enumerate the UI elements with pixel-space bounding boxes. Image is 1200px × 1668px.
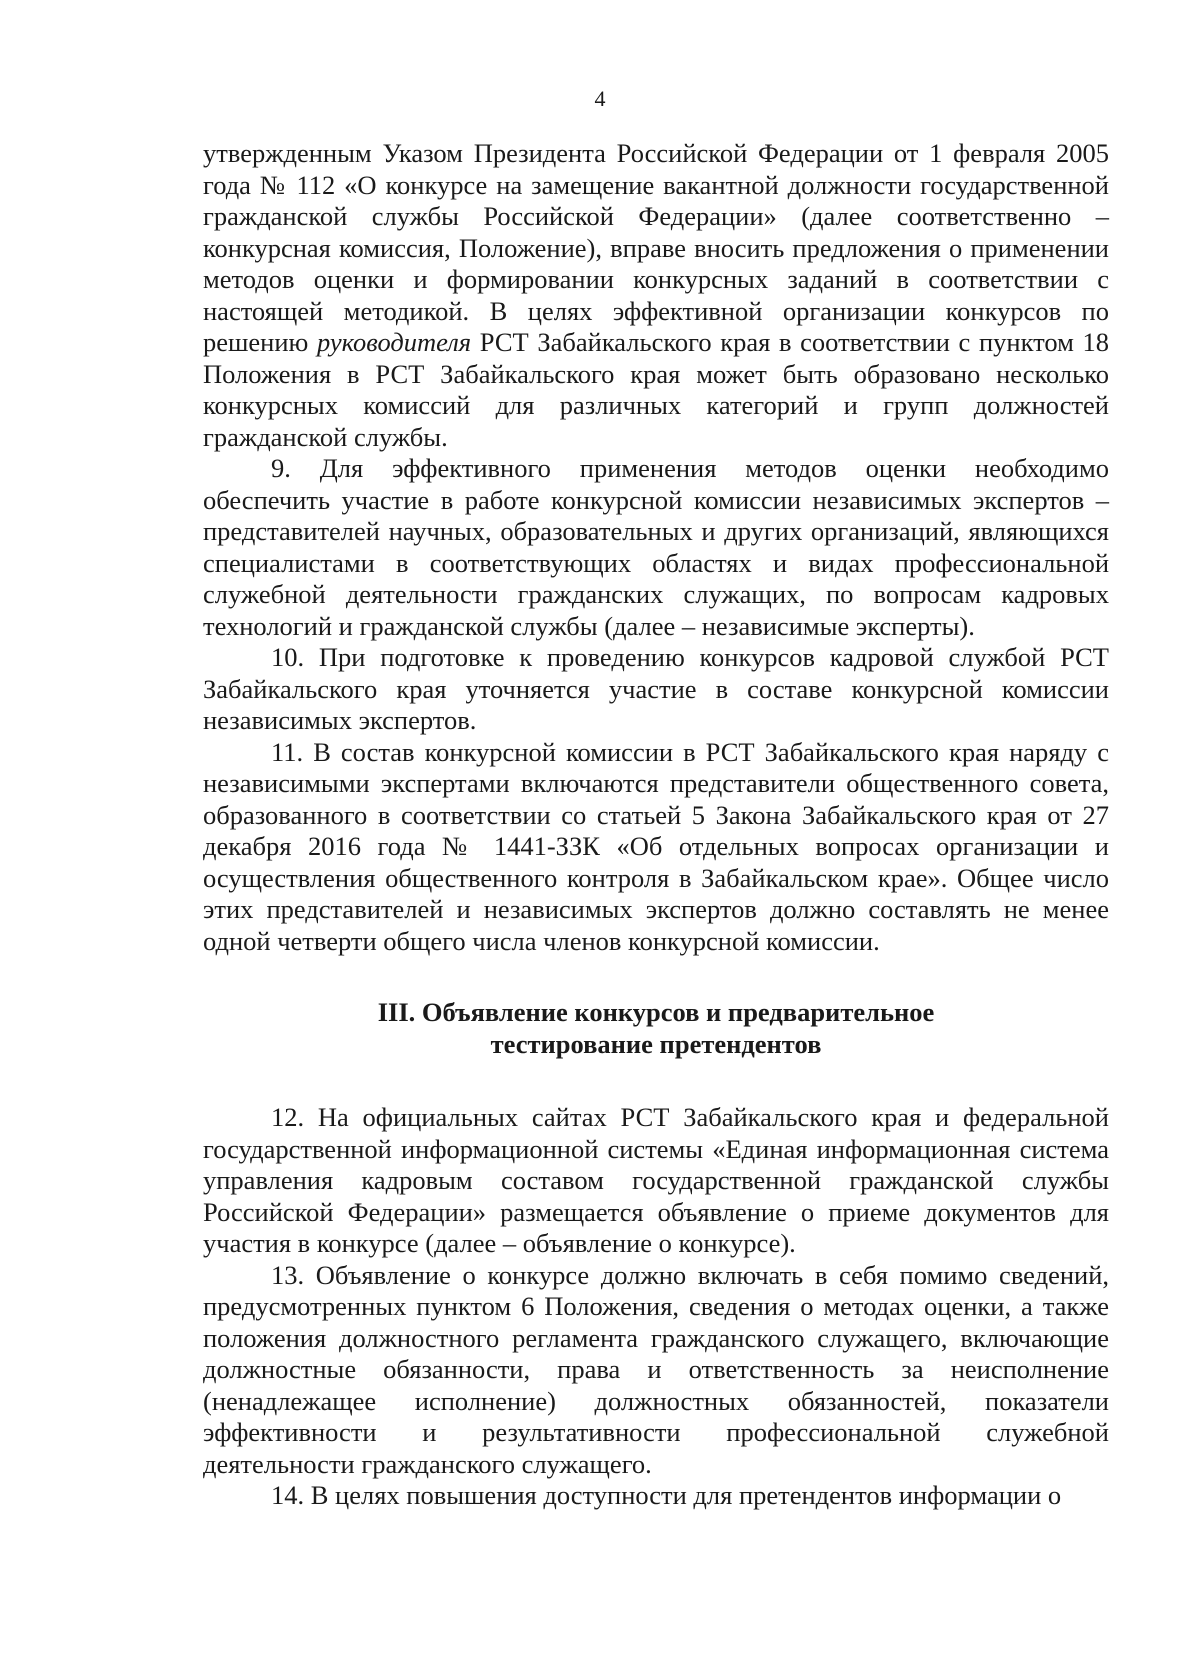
- paragraph-11: 11. В состав конкурсной комиссии в РСТ Забайкальского края наряду с независимыми экспертами включаются представители общественного совета, образованного в соответствии со статьей 5 Закона Забайкальского края от 27 декабря 2016 года № 1441-ЗЗК «Об отдельных вопросах организации и осуществления общественного контроля в Забайкальском крае». Общее число этих представителей и независимых экспертов должно составлять не менее одной четверти общего числа членов конкурсной комиссии.: [203, 736, 1109, 956]
- page-number: 4: [594, 86, 606, 111]
- document-body: [203, 138, 1109, 1512]
- italic-word: руководителя: [317, 327, 472, 357]
- paragraph-13: 13. Объявление о конкурсе должно включать в себя помимо сведений, предусмотренных пунктом 6 Положения, сведения о методах оценки, а также положения должностного регламента гражданского служащего, включающие должностные обязанности, права и ответственность за неисполнение (ненадлежащее исполнение) должностных обязанностей, показатели эффективности и результативности профессиональной служебной деятельности гражданского служащего.: [203, 1259, 1109, 1479]
- paragraph-text-end: РСТ Забайкальского края в соответствии с пунктом 18 Положения в РСТ Забайкальского края может быть образовано несколько конкурсных комиссий для различных категорий и групп должностей гражданской службы.: [203, 327, 1109, 452]
- section-heading-line-1: III. Объявление конкурсов и предварительное: [377, 997, 935, 1027]
- paragraph-14: 14. В целях повышения доступности для претендентов информации о: [271, 1480, 1062, 1510]
- paragraph-12: 12. На официальных сайтах РСТ Забайкальского края и федеральной государственной информационной системы «Единая информационная система управления кадровым составом государственной гражданской службы Российской Федерации» размещается объявление о приеме документов для участия в конкурсе (далее – объявление о конкурсе).: [203, 1102, 1109, 1258]
- paragraph-text: утвержденным Указом Президента Российской Федерации от 1 февраля 2005 года № 112 «О конкурсе на замещение вакантной должности государственной гражданской службы Российской Федерации» (далее соответственно – конкурсная комиссия, Положение), вправе вносить предложения о применении методов оценки и формировании конкурсных заданий в соответствии с настоящей методикой. В целях эффективной организации конкурсов по решению: [203, 138, 1109, 357]
- section-heading-line-2: тестирование претендентов: [490, 1028, 822, 1059]
- paragraph-continuation: [203, 138, 1109, 453]
- section-heading: [203, 997, 1109, 1060]
- paragraph-10: 10. При подготовке к проведению конкурсов кадровой службой РСТ Забайкальского края уточняется участие в составе конкурсной комиссии независимых экспертов.: [203, 642, 1109, 735]
- paragraph-9: 9. Для эффективного применения методов оценки необходимо обеспечить участие в работе конкурсной комиссии независимых экспертов – представителей научных, образовательных и других организаций, являющихся специалистами в соответствующих областях и видах профессиональной служебной деятельности гражданских служащих, по вопросам кадровых технологий и гражданской службы (далее – независимые эксперты).: [203, 453, 1109, 641]
